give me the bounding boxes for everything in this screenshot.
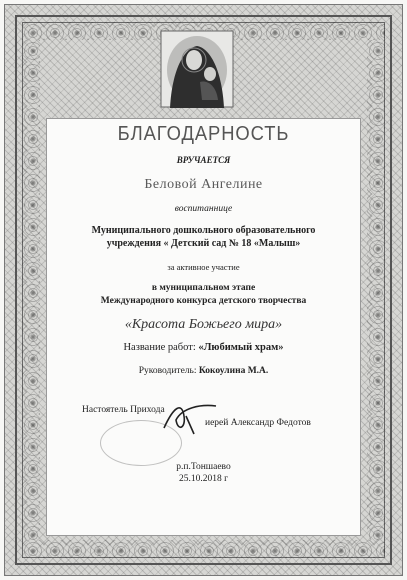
organization-line-1: Муниципального дошкольного образовательного	[91, 225, 316, 236]
issue-place: р.п.Тоншаево	[176, 462, 231, 472]
work-label: Название работ:	[123, 342, 199, 353]
certificate-subtitle: ВРУЧАЕТСЯ	[176, 155, 231, 165]
certificate-title: БЛАГОДАРНОСТЬ	[117, 123, 290, 145]
stage-line-2: Международного конкурса детского творчества	[100, 296, 307, 306]
madonna-icon	[160, 30, 234, 108]
organization-line-2: учреждения « Детский сад № 18 «Малыш»	[106, 238, 301, 249]
leader-name: Кокоулина М.А.	[198, 366, 269, 376]
signatory-name: иерей Александр Федотов	[205, 418, 311, 428]
leader-row	[46, 366, 361, 376]
bottom-ornament-band	[22, 540, 385, 558]
left-ornament-band	[22, 40, 40, 540]
contest-name: «Красота Божьего мира»	[124, 317, 283, 332]
award-reason: за активное участие	[167, 262, 240, 272]
work-title-row	[46, 342, 361, 353]
signatory-title: Настоятель Прихода	[82, 405, 165, 415]
stage-line-1: в муниципальном этапе	[151, 283, 256, 293]
leader-label: Руководитель:	[138, 366, 199, 376]
recipient-name: Беловой Ангелине	[144, 177, 263, 192]
right-ornament-band	[367, 40, 385, 540]
issue-date: 25.10.2018 г	[178, 474, 229, 484]
work-title: «Любимый храм»	[198, 342, 284, 353]
recipient-role: воспитаннице	[174, 204, 233, 214]
